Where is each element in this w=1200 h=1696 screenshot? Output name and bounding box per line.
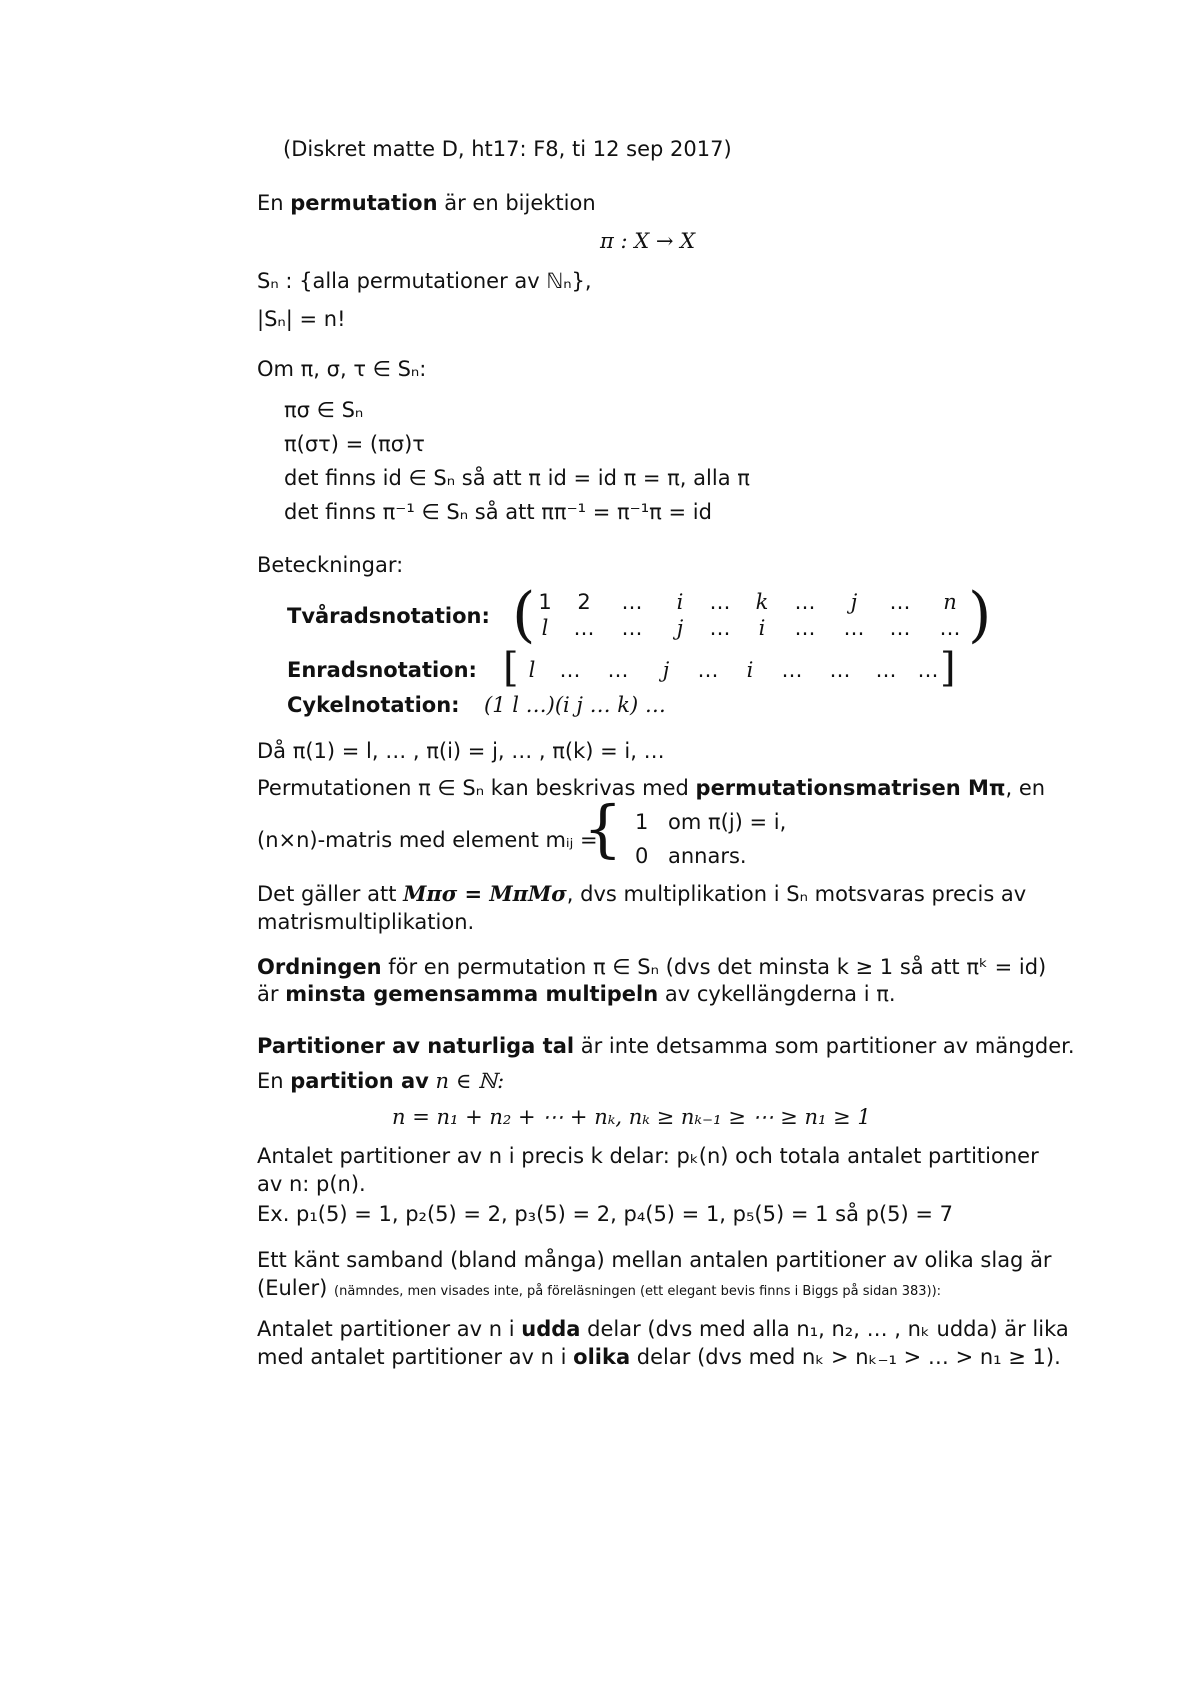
array-cell: …: [607, 658, 629, 682]
array-cell: …: [559, 658, 581, 682]
euler-theorem-line-1: [257, 1316, 1069, 1342]
matrix-product-formula: Mπσ = MπMσ: [403, 881, 567, 906]
partitions-line-2: [257, 1068, 504, 1094]
order-line-2-prefix: är: [257, 982, 286, 1006]
partition-formula: n = n₁ + n₂ + ⋯ + nₖ, nₖ ≥ nₖ₋₁ ≥ ⋯ ≥ n₁ ≥ 1: [392, 1105, 871, 1129]
definition-suffix: är en bijektion: [437, 191, 596, 215]
lecture-header: (Diskret matte D, ht17: F8, ti 12 sep 2017): [283, 137, 732, 161]
array-cell: …: [829, 658, 851, 682]
partition-term: partition av: [290, 1069, 429, 1093]
permutation-matrix-term: permutationsmatrisen Mπ: [695, 776, 1006, 800]
matrix-line-2: (n×n)-matris med element mᵢⱼ =: [257, 828, 598, 852]
matrix-cell: 2: [577, 590, 591, 614]
array-cell: …: [917, 658, 939, 682]
left-bracket: [: [503, 645, 519, 691]
sn-size: |Sₙ| = n!: [257, 307, 346, 331]
matrix-cell: …: [709, 616, 731, 640]
matrix-cell: i: [758, 616, 766, 640]
permutation-definition: [257, 190, 596, 216]
matrix-cell: …: [843, 616, 865, 640]
case-2-value: 0: [635, 844, 649, 868]
euler-note: (nämndes, men visades inte, på föreläsningen (ett elegant bevis finns i Biggs på sidan 383)):: [334, 1284, 942, 1299]
case-1-condition: om π(j) = i,: [668, 810, 787, 834]
matrix-cell: …: [794, 616, 816, 640]
left-paren: (: [512, 580, 536, 650]
partition-domain: n ∈ ℕ:: [428, 1069, 505, 1093]
theorem-2-suffix: delar (dvs med nₖ > nₖ₋₁ > … > n₁ ≥ 1).: [630, 1345, 1061, 1369]
mapping-line: Då π(1) = l, … , π(i) = j, … , π(k) = i, …: [257, 739, 665, 763]
partitions-term: Partitioner av naturliga tal: [257, 1034, 575, 1058]
group-props-intro: Om π, σ, τ ∈ Sₙ:: [257, 357, 427, 381]
euler-line-2: [257, 1275, 941, 1305]
matrix-cell: k: [755, 590, 769, 614]
partition-example: Ex. p₁(5) = 1, p₂(5) = 2, p₃(5) = 2, p₄(5) = 1, p₅(5) = 1 så p(5) = 7: [257, 1202, 954, 1226]
array-cell: …: [875, 658, 897, 682]
matrix-cell: …: [621, 590, 643, 614]
matrix-cell: n: [943, 590, 957, 614]
theorem-2-prefix: med antalet partitioner av n i: [257, 1345, 574, 1369]
right-bracket: ]: [940, 645, 956, 691]
array-cell: j: [662, 658, 670, 682]
order-definition: för en permutation π ∈ Sₙ (dvs det minsta k ≥ 1 så att πᵏ = id): [381, 955, 1047, 979]
matrix-cell: i: [676, 590, 684, 614]
right-paren: ): [968, 580, 992, 650]
partitions-line-1: [257, 1033, 1075, 1059]
bijection-formula: π : X → X: [600, 229, 696, 253]
partitions-remark: är inte detsamma som partitioner av mängder.: [574, 1034, 1075, 1058]
array-cell: …: [697, 658, 719, 682]
product-explanation: , dvs multiplikation i Sₙ motsvaras precis av: [566, 882, 1027, 906]
group-prop-inverse: det finns π⁻¹ ∈ Sₙ så att ππ⁻¹ = π⁻¹π = id: [284, 500, 712, 524]
cycle-notation: (1 l …)(i j … k) …: [484, 693, 666, 717]
partition-count-line-1: Antalet partitioner av n i precis k delar: pₖ(n) och totala antalet partitioner: [257, 1144, 1039, 1168]
matrix-cell: j: [676, 616, 684, 640]
cycle-label: Cykelnotation:: [287, 693, 460, 717]
case-2-condition: annars.: [668, 844, 747, 868]
group-prop-closure: πσ ∈ Sₙ: [284, 398, 364, 422]
theorem-1-suffix: delar (dvs med alla n₁, n₂, … , nₖ udda) är lika: [580, 1317, 1069, 1341]
matrix-cell: …: [794, 590, 816, 614]
order-line-2: [257, 981, 896, 1007]
order-line-2-suffix: av cykellängderna i π.: [658, 982, 896, 1006]
two-row-label: Tvåradsnotation:: [287, 604, 490, 628]
matrix-cell: 1: [538, 590, 552, 614]
order-line-1: [257, 954, 1046, 980]
matrix-cell: …: [621, 616, 643, 640]
matrix-cell: …: [939, 616, 961, 640]
product-line-2: matrismultiplikation.: [257, 910, 475, 934]
matrix-cell: j: [850, 590, 858, 614]
matrix-intro-end: , en: [1005, 776, 1046, 800]
matrix-cell: …: [573, 616, 595, 640]
permutation-term: permutation: [290, 191, 438, 215]
group-prop-identity: det finns id ∈ Sₙ så att π id = id π = π, alla π: [284, 466, 750, 490]
notations-heading: Beteckningar:: [257, 553, 404, 577]
matrix-cell: …: [889, 616, 911, 640]
cases-brace: {: [583, 792, 623, 865]
lcm-term: minsta gemensamma multipeln: [285, 982, 659, 1006]
product-line-1: [257, 881, 1026, 907]
array-cell: i: [746, 658, 754, 682]
case-1-value: 1: [635, 810, 649, 834]
matrix-line-1: [257, 775, 1045, 801]
partition-intro: En: [257, 1069, 291, 1093]
matrix-cell: …: [709, 590, 731, 614]
odd-term: udda: [521, 1317, 581, 1341]
matrix-intro: Permutationen π ∈ Sₙ kan beskrivas med: [257, 776, 696, 800]
theorem-1-prefix: Antalet partitioner av n i: [257, 1317, 522, 1341]
order-term: Ordningen: [257, 955, 382, 979]
matrix-cell: l: [541, 616, 549, 640]
distinct-term: olika: [573, 1345, 631, 1369]
definition-prefix: En: [257, 191, 291, 215]
matrix-cell: …: [889, 590, 911, 614]
sn-definition: Sₙ : {alla permutationer av ℕₙ},: [257, 269, 592, 293]
one-row-label: Enradsnotation:: [287, 658, 477, 682]
array-cell: l: [528, 658, 536, 682]
group-prop-associativity: π(στ) = (πσ)τ: [284, 432, 425, 456]
product-intro: Det gäller att: [257, 882, 404, 906]
euler-theorem-line-2: [257, 1344, 1061, 1370]
partition-count-line-2: av n: p(n).: [257, 1172, 366, 1196]
array-cell: …: [781, 658, 803, 682]
euler-name: (Euler): [257, 1276, 328, 1300]
euler-line-1: Ett känt samband (bland många) mellan antalen partitioner av olika slag är: [257, 1248, 1052, 1272]
